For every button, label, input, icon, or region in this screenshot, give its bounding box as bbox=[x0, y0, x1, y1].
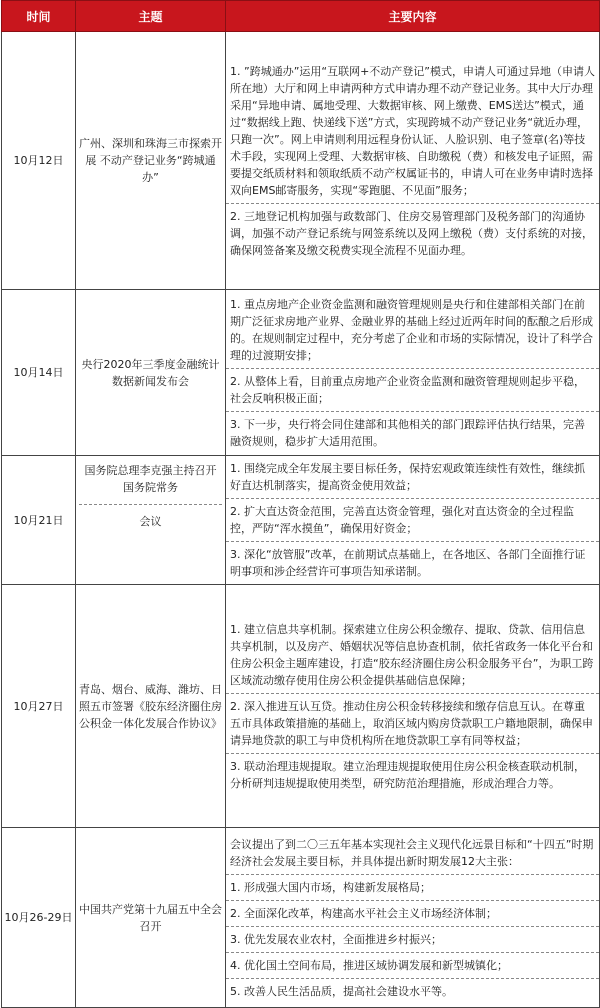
row-date: 10月14日 bbox=[2, 290, 76, 456]
content-item: 2. 全面深化改革，构建高水平社会主义市场经济体制； bbox=[226, 900, 599, 926]
content-item: 2. 深入推进互认互贷。推动住房公积金转移接续和缴存信息互认。在尊重五市具体政策措施的基础上，取消区域内购房贷款职工户籍地限制，确保申请异地贷款的职工与申贷机构所在地贷款职工享有同等权益； bbox=[226, 693, 599, 753]
content-item: 会议提出了到二〇三五年基本实现社会主义现代化远景目标和“十四五”时期经济社会发展主要目标，并具体提出新时期发展12大主张： bbox=[230, 837, 594, 868]
header-content: 主要内容 bbox=[226, 1, 600, 32]
row-topic-bottom: 会议 bbox=[79, 504, 222, 536]
table-row bbox=[2, 585, 600, 828]
header-time: 时间 bbox=[2, 1, 76, 32]
content-item: 1. 围绕完成全年发展主要目标任务，保持宏观政策连续性有效性，继续抓好直达机制落实，提高资金使用效益； bbox=[230, 462, 585, 492]
row-date: 10月26-29日 bbox=[2, 828, 76, 1008]
row-content bbox=[226, 290, 600, 456]
content-item: 4. 优化国土空间布局，推进区域协调发展和新型城镇化； bbox=[226, 952, 599, 978]
content-item: 3. 优先发展农业农村，全面推进乡村振兴； bbox=[226, 926, 599, 952]
policy-table bbox=[1, 0, 600, 1008]
content-item: 1. 建立信息共享机制。探索建立住房公积金缴存、提取、贷款、信用信息共享机制，以及房产、婚姻状况等信息协查机制，依托省政务一体化平台和住房公积金主题库建设，打造“胶东经济圈住房公积金服务平台”，为职工跨区域流动缴存使用住房公积金提供基础信息保障； bbox=[230, 622, 594, 687]
content-item: 2. 从整体上看，目前重点房地产企业资金监测和融资管理规则起步平稳，社会反响积极正面； bbox=[226, 368, 599, 411]
row-date: 10月12日 bbox=[2, 32, 76, 290]
table-row bbox=[2, 456, 600, 585]
row-content bbox=[226, 828, 600, 1008]
content-item: 3. 深化“放管服”改革，在前期试点基础上，在各地区、各部门全面推行证明事项和涉企经营许可事项告知承诺制。 bbox=[226, 541, 599, 584]
row-topic-top: 国务院总理李克强主持召开国务院常务 bbox=[84, 464, 217, 494]
header-topic: 主题 bbox=[76, 1, 226, 32]
content-item: 1. 重点房地产企业资金监测和融资管理规则是央行和住建部相关部门在前期广泛征求房地产业界、金融业界的基础上经过近两年时间的酝酿之后形成的。在规则制定过程中，充分考虑了企业和市场的实际情况，设计了科学合理的过渡期安排； bbox=[230, 297, 593, 362]
row-content bbox=[226, 456, 600, 585]
header-row bbox=[2, 1, 600, 32]
row-date: 10月21日 bbox=[2, 456, 76, 585]
content-item: 5. 改善人民生活品质，提高社会建设水平等。 bbox=[226, 978, 599, 1004]
row-topic: 中国共产党第十九届五中全会召开 bbox=[76, 828, 226, 1008]
row-topic bbox=[76, 456, 226, 585]
row-content bbox=[226, 585, 600, 828]
content-item: 3. 联动治理违规提取。建立治理违规提取使用住房公积金核查联动机制，分析研判违规提取使用类型，研究防范治理措施，形成治理合力等。 bbox=[226, 753, 599, 796]
row-date: 10月27日 bbox=[2, 585, 76, 828]
table-row bbox=[2, 32, 600, 290]
table-row bbox=[2, 290, 600, 456]
content-item: 2. 扩大直达资金范围，完善直达资金管理，强化对直达资金的全过程监控，严防“浑水摸鱼”，确保用好资金； bbox=[226, 498, 599, 541]
content-item: 1. 形成强大国内市场，构建新发展格局； bbox=[226, 874, 599, 900]
row-content bbox=[226, 32, 600, 290]
table-row bbox=[2, 828, 600, 1008]
content-item: 2. 三地登记机构加强与政数部门、住房交易管理部门及税务部门的沟通协调，加强不动产登记系统与网签系统以及网上缴税（费）支付系统的对接，确保网签备案及缴交税费实现全流程不见面办理。 bbox=[226, 203, 599, 263]
content-item: 3. 下一步，央行将会同住建部和其他相关的部门跟踪评估执行结果，完善融资规则，稳步扩大适用范围。 bbox=[226, 411, 599, 454]
content-item: 1. ”跨城通办”运用“互联网+不动产登记”模式，申请人可通过异地（申请人所在地）大厅和网上申请两种方式申请办理不动产登记业务。其中大厅办理采用“异地申请、属地受理、大数据审核、网上缴费、EMS送达”模式，通过“数据线上跑、快递线下送”方式，实现跨城不动产登记业务“就近办理，只跑一次”。网上申请则利用远程身份认证、人脸识别、电子签章(名)等技术手段，实现网上受理、大数据审核、自助缴税（费）和核发电子证照，需要提交纸质材料和领取纸质不动产权属证书的，申请人可在业务申请时选择双向EMS邮寄服务，实现“零跑腿、不见面”服务； bbox=[230, 64, 596, 197]
row-topic: 青岛、烟台、威海、潍坊、日照五市签署《胶东经济圈住房公积金一体化发展合作协议》 bbox=[76, 585, 226, 828]
row-topic: 央行2020年三季度金融统计数据新闻发布会 bbox=[76, 290, 226, 456]
row-topic: 广州、深圳和珠海三市探索开展 不动产登记业务“跨城通办” bbox=[76, 32, 226, 290]
